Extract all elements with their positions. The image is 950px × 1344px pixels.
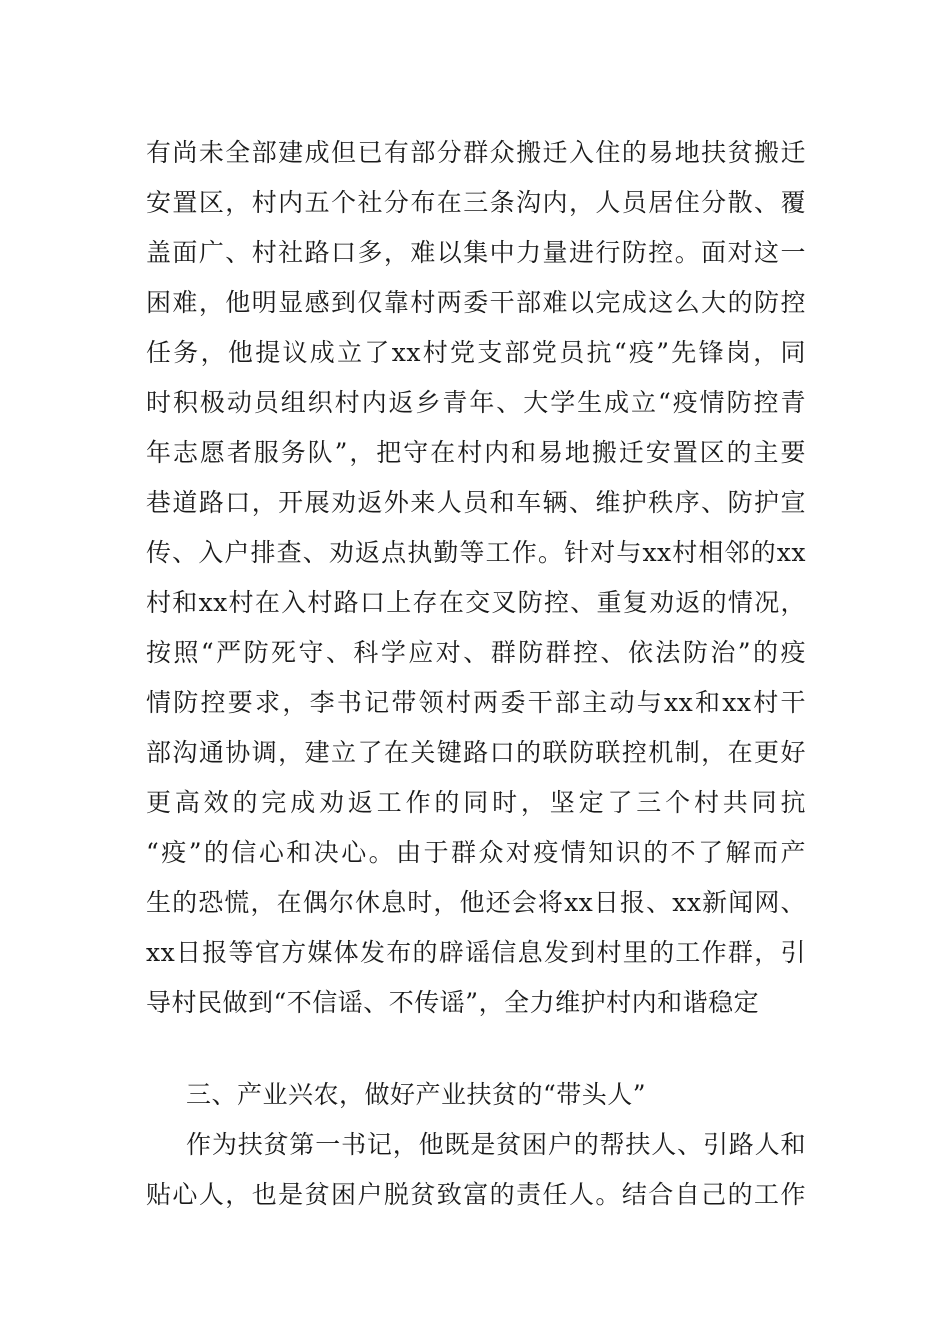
paragraph-1-line-14: 更高效的完成劝返工作的同时，坚定了三个村共同抗 <box>146 788 806 817</box>
paragraph-1-line-5: 任务，他提议成立了xx村党支部党员抗“疫”先锋岗，同 <box>146 338 806 367</box>
paragraph-1-line-18: 导村民做到“不信谣、不传谣”，全力维护村内和谐稳定 <box>146 988 760 1017</box>
paragraph-1-line-4: 困难，他明显感到仅靠村两委干部难以完成这么大的防控 <box>146 288 806 317</box>
section-heading: 三、产业兴农，做好产业扶贫的“带头人” <box>186 1080 647 1109</box>
paragraph-2-line-1: 作为扶贫第一书记，他既是贫困户的帮扶人、引路人和 <box>186 1130 806 1159</box>
paragraph-1-line-8: 巷道路口，开展劝返外来人员和车辆、维护秩序、防护宣 <box>146 488 806 517</box>
paragraph-1-line-6: 时积极动员组织村内返乡青年、大学生成立“疫情防控青 <box>146 388 806 417</box>
paragraph-1-line-2: 安置区，村内五个社分布在三条沟内，人员居住分散、覆 <box>146 188 806 217</box>
paragraph-1-line-17: xx日报等官方媒体发布的辟谣信息发到村里的工作群，引 <box>146 938 806 967</box>
paragraph-1-line-3: 盖面广、村社路口多，难以集中力量进行防控。面对这一 <box>146 238 806 267</box>
paragraph-1-line-13: 部沟通协调，建立了在关键路口的联防联控机制，在更好 <box>146 738 806 767</box>
paragraph-1-line-15: “疫”的信心和决心。由于群众对疫情知识的不了解而产 <box>146 838 806 867</box>
paragraph-1-line-11: 按照“严防死守、科学应对、群防群控、依法防治”的疫 <box>146 638 806 667</box>
paragraph-1-line-10: 村和xx村在入村路口上存在交叉防控、重复劝返的情况， <box>146 588 806 617</box>
paragraph-1-line-16: 生的恐慌，在偶尔休息时，他还会将xx日报、xx新闻网、 <box>146 888 806 917</box>
paragraph-1-line-12: 情防控要求，李书记带领村两委干部主动与xx和xx村干 <box>146 688 806 717</box>
paragraph-1-line-1: 有尚未全部建成但已有部分群众搬迁入住的易地扶贫搬迁 <box>146 138 806 167</box>
paragraph-1-line-7: 年志愿者服务队”，把守在村内和易地搬迁安置区的主要 <box>146 438 806 467</box>
paragraph-1-line-9: 传、入户排查、劝返点执勤等工作。针对与xx村相邻的xx <box>146 538 806 567</box>
paragraph-2-line-2: 贴心人，也是贫困户脱贫致富的责任人。结合自己的工作 <box>146 1180 806 1209</box>
